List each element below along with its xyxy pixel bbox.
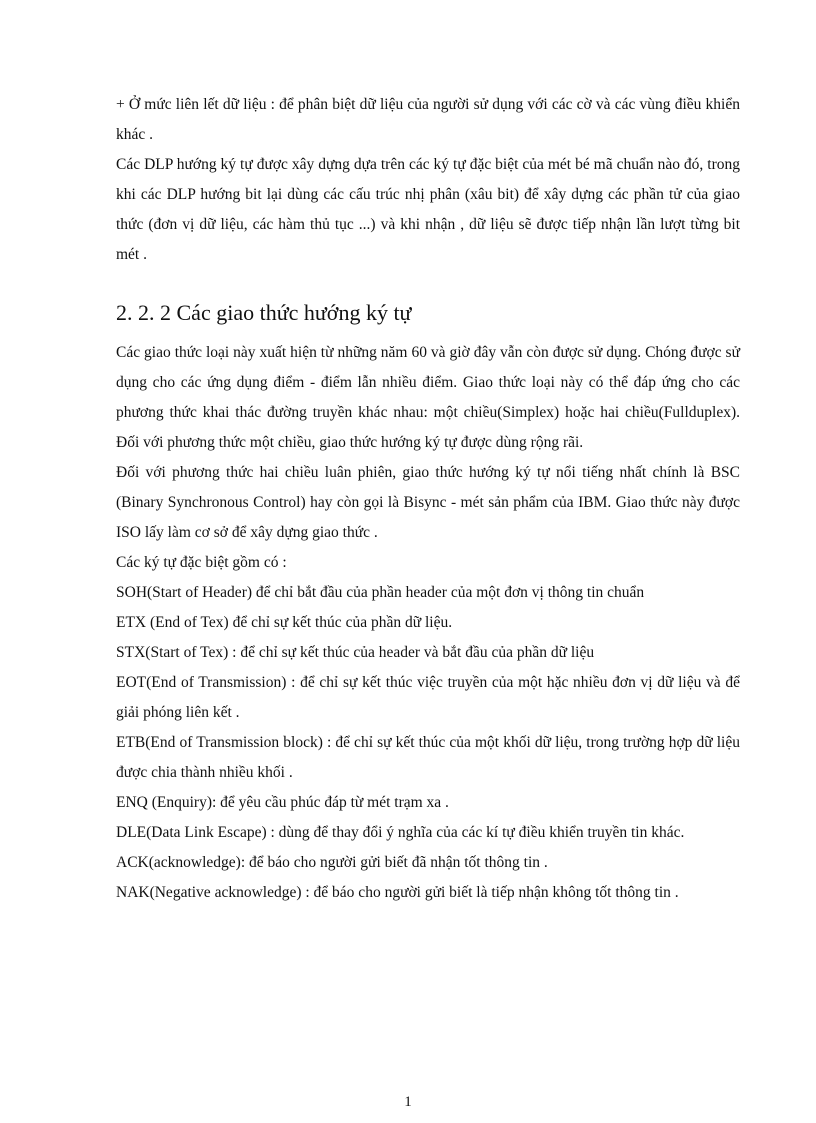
intro-paragraph-2: Các DLP hướng ký tự được xây dựng dựa trên các ký tự đặc biệt của mét bé mã chuẩn nào đó, trong khi các DLP hướng bit lại dùng các cấu trúc nhị phân (xâu bit) để xây dựng các phần tử của giao thức (đơn vị dữ liệu, các hàm thủ tục ...) và khi nhận , dữ liệu sẽ được tiếp nhận lần lượt từng bit mét . [116,156,740,263]
list-item-etb: ETB(End of Transmission block) : để chỉ sự kết thúc của một khối dữ liệu, trong trường hợp dữ liệu được chia thành nhiều khối . [116,734,740,781]
section-paragraph-history: Các giao thức loại này xuất hiện từ những năm 60 và giờ đây vẫn còn được sử dụng. Chóng được sử dụng cho các ứng dụng điểm - điểm lẫn nhiều điểm. Giao thức loại này có thể đáp ứng cho các phương thức khai thác đường truyền khác nhau: một chiều(Simplex) hoặc hai chiều(Fullduplex). Đối với phương thức một chiều, giao thức hướng ký tự được dùng rộng rãi. [116,344,740,451]
list-item-etx: ETX (End of Tex) để chỉ sự kết thúc của phần dữ liệu. [116,614,453,631]
list-item-nak: NAK(Negative acknowledge) : để báo cho người gửi biết là tiếp nhận không tốt thông tin . [116,884,679,901]
list-item-eot: EOT(End of Transmission) : để chỉ sự kết thúc việc truyền của một hặc nhiều đơn vị dữ liệu và để giải phóng liên kết . [116,674,740,721]
list-item-ack: ACK(acknowledge): để báo cho người gửi biết đã nhận tốt thông tin . [116,854,548,871]
list-item-enq: ENQ (Enquiry): để yêu cầu phúc đáp từ mét trạm xa . [116,794,449,811]
list-item-soh: SOH(Start of Header) để chỉ bắt đầu của phần header của một đơn vị thông tin chuẩn [116,584,645,601]
list-item-stx: STX(Start of Tex) : để chỉ sự kết thúc của header và bắt đầu của phần dữ liệu [116,644,595,661]
page-number: 1 [404,1094,412,1110]
section-paragraph-bsc: Đối với phương thức hai chiều luân phiên, giao thức hướng ký tự nổi tiếng nhất chính là BSC (Binary Synchronous Control) hay còn gọi là Bisync - mét sản phẩm của IBM. Giao thức này được ISO lấy làm cơ sở để xây dựng giao thức . [116,464,740,541]
page-content [116,90,740,908]
list-item-dle: DLE(Data Link Escape) : dùng để thay đổi ý nghĩa của các kí tự điều khiển truyền tin khác. [116,824,685,841]
intro-paragraph-1: + Ở mức liên lết dữ liệu : để phân biệt dữ liệu của người sử dụng với các cờ và các vùng điều khiển khác . [116,96,740,143]
section-heading: 2. 2. 2 Các giao thức hướng ký tự [116,300,412,325]
special-chars-intro: Các ký tự đặc biệt gồm có : [116,554,287,571]
